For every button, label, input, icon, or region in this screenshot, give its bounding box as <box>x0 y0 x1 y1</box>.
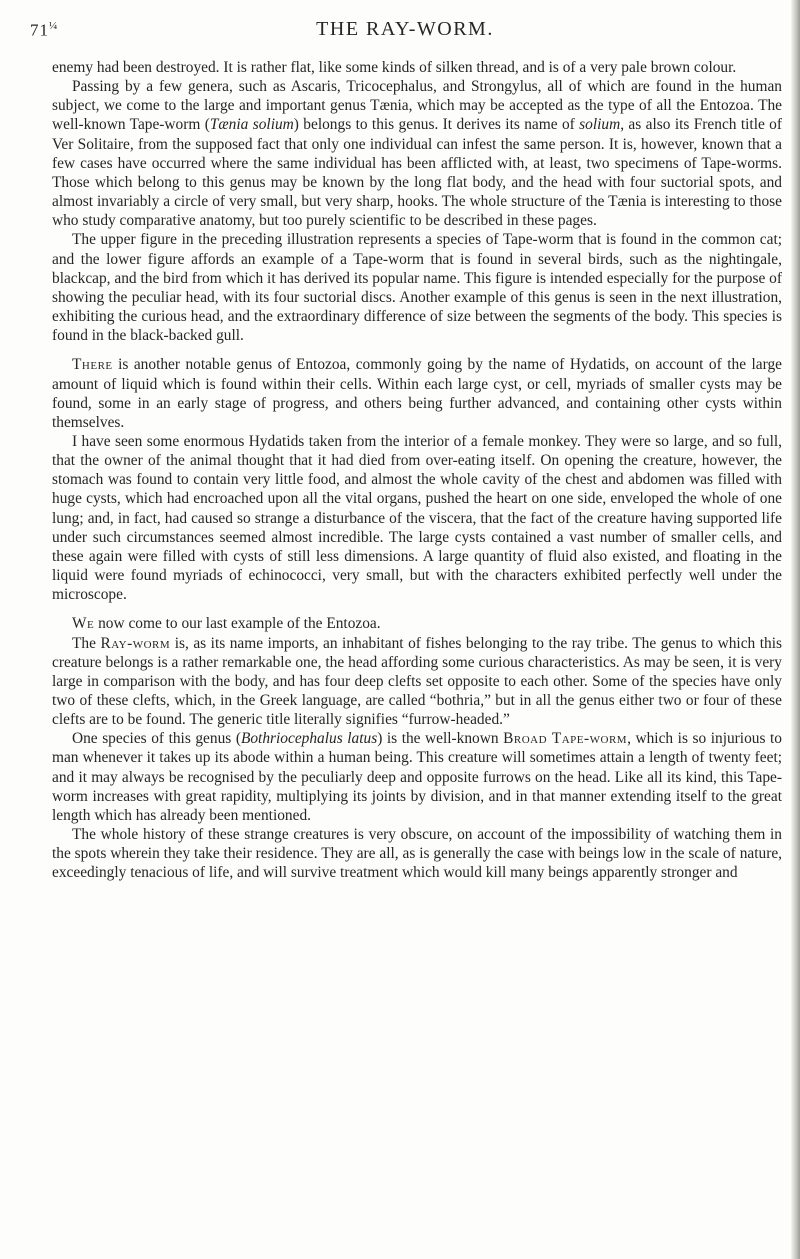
paragraph-taenia-genus: Passing by a few genera, such as Ascaris, Tricocephalus, and Strongylus, all of which are found in the human subject, we come to the large and important genus Tænia, which may be accepted as the type of all the Entozoa. The well-known Tape-worm (Tænia solium) belongs to this genus. It derives its name of solium, as also its French title of Ver Solitaire, from the supposed fact that only one individual can infest the same person. It is, however, known that a few cases have occurred where the same individual has been afflicted with, at least, two specimens of Tape-worms. Those which belong to this genus may be known by the long flat body, and the head with four suctorial spots, and almost invariably a circle of very small, but very sharp, hooks. The whole structure of the Tænia is interesting to those who study comparative anatomy, but too purely scientific to be described in these pages. <box>52 78 783 230</box>
body-text <box>52 58 782 883</box>
paragraph-ray-worm: The Ray-worm is, as its name imports, an inhabitant of fishes belonging to the ray tribe. The genus to which this creature belongs is a rather remarkable one, the head affording some curious characteristics. As may be seen, it is very large in comparison with the body, and has four deep clefts set opposite to each other. Some of the species have only two of these clefts, which, in the Greek language, are called “bothria,” but in all the genus either two or four of these clefts are to be found. The generic title literally signifies “furrow-headed.” <box>52 634 782 729</box>
paragraph-hydatids: There is another notable genus of Entozoa, commonly going by the name of Hydatids, on account of the large amount of liquid which is found within their cells. Within each large cyst, or cell, myriads of smaller cysts may be found, some in an early stage of progress, and others being further advanced, and containing other cysts within themselves. <box>52 356 782 431</box>
paragraph-illustration: The upper figure in the preceding illustration represents a species of Tape-worm that is found in the common cat; and the lower figure affords an example of a Tape-worm that is found in several birds, such as the nightingale, blackcap, and the bird from which it has derived its popular name. This figure is intended especially for the purpose of showing the peculiar head, with its four suctorial discs. Another example of this genus is seen in the next illustration, exhibiting the curious head, and the extraordinary difference of size between the segments of the body. This species is found in the black-backed gull. <box>52 231 782 345</box>
running-title: THE RAY-WORM. <box>316 18 494 40</box>
paragraph-continued: enemy had been destroyed. It is rather flat, like some kinds of silken thread, and is of a very pale brown colour. <box>52 59 737 76</box>
paragraph-last-example: We now come to our last example of the Entozoa. <box>72 615 381 633</box>
paragraph-broad-tape-worm: One species of this genus (Bothriocephalus latus) is the well-known Broad Tape-worm, which is so injurious to man whenever it takes up its abode within a human being. This creature will sometimes attain a length of twenty feet; and it may always be recognised by the peculiarly deep and opposite furrows on the head. Like all its kind, this Tape-worm increases with great rapidity, multiplying its joints by division, and in that manner extending itself to the great length which has already been mentioned. <box>52 730 782 824</box>
paragraph-history: The whole history of these strange creatures is very obscure, on account of the impossibility of watching them in the spots wherein they take their residence. They are all, as is generally the case with beings low in the scale of nature, exceedingly tenacious of life, and will survive treatment which would kill many beings apparently stronger and <box>52 826 782 882</box>
page-number: $71^{\frac{1}{4}}$ <box>30 20 59 40</box>
page-edge-shadow <box>791 0 800 1259</box>
paragraph-monkey: I have seen some enormous Hydatids taken from the interior of a female monkey. They were so large, and so full, that the owner of the animal thought that it had died from over-eating itself. On opening the creature, however, the stomach was found to contain very little food, and almost the whole cavity of the chest and abdomen was filled with huge cysts, which had encroached upon all the vital organs, pushed the heart on one side, enveloped the whole of one lung; and, in fact, had caused so strange a disturbance of the viscera, that the fact of the creature having supported life under such circumstances seemed almost incredible. The large cysts contained a vast number of smaller cells, and these again were filled with cysts of still less dimensions. A large quantity of fluid also existed, and floating in the liquid were found myriads of echinococci, very small, but with the characters exhibited perfectly well under the microscope. <box>52 432 782 604</box>
page-header <box>30 18 780 44</box>
